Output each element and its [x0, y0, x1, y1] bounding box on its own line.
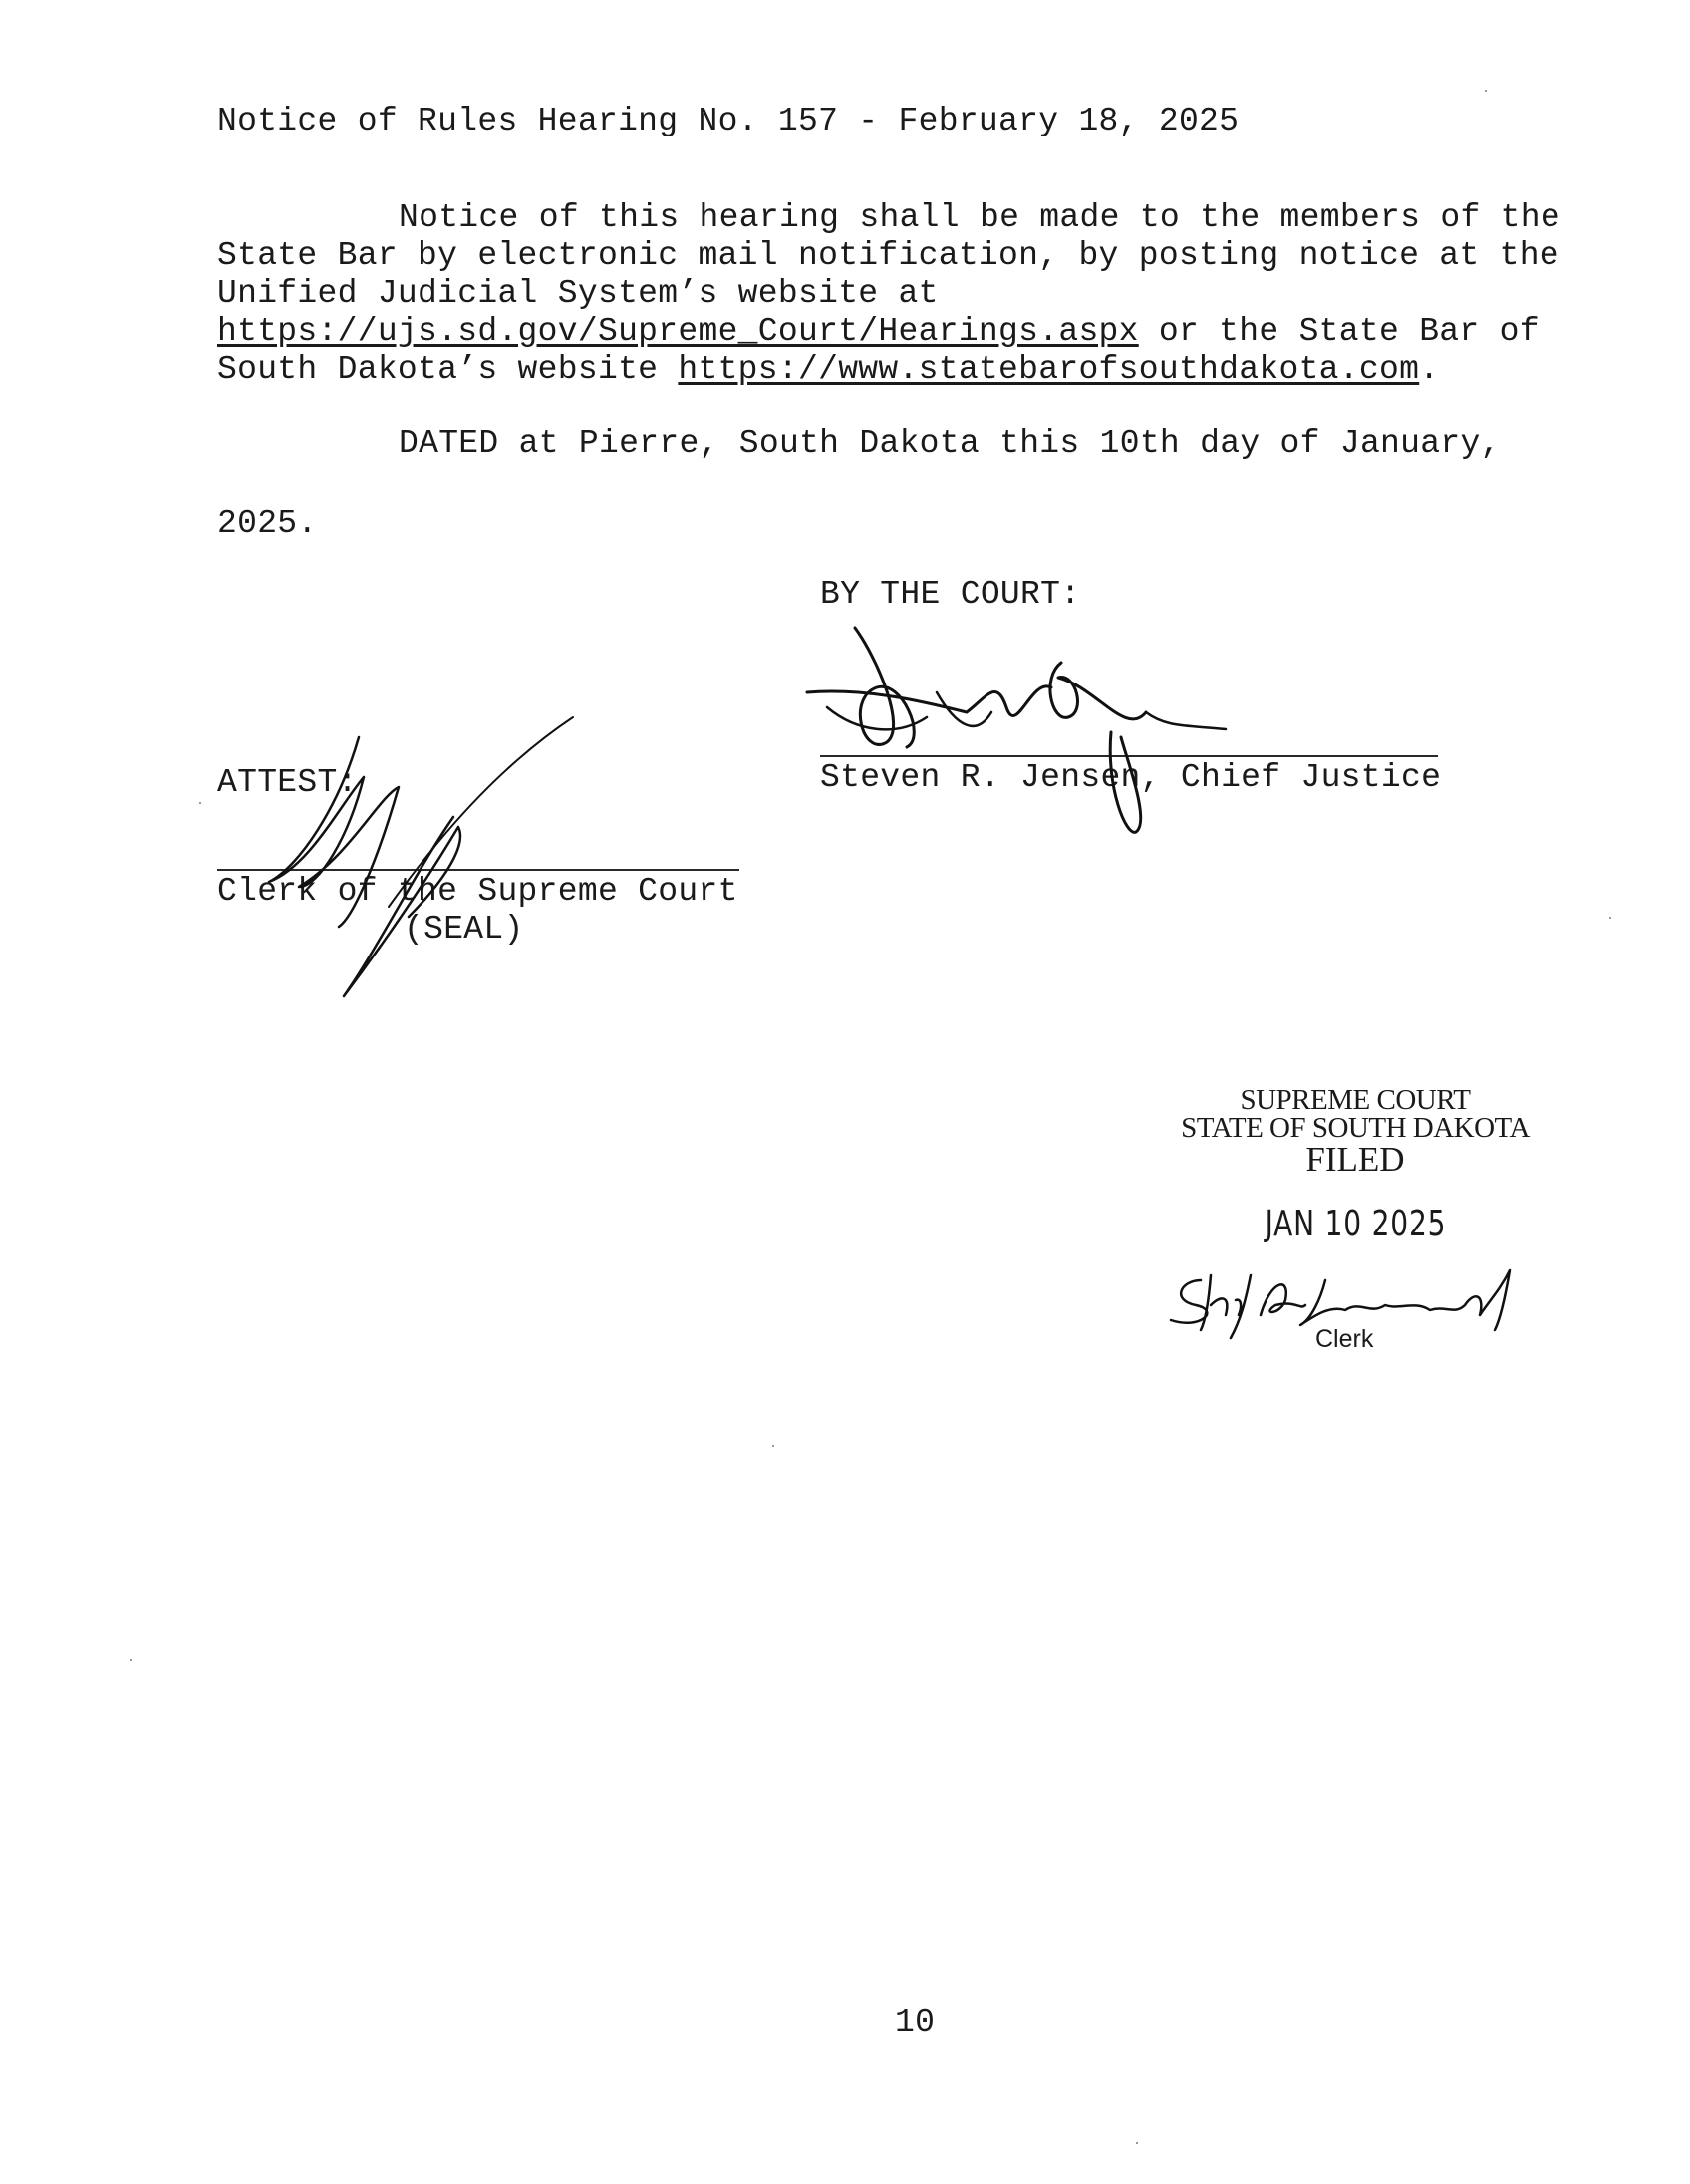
- by-the-court-label: BY THE COURT:: [820, 576, 1081, 613]
- attest-label: ATTEST:: [217, 764, 358, 801]
- seal-label: (SEAL): [404, 911, 524, 948]
- notice-paragraph-line-3: Unified Judicial System’s website at: [217, 275, 939, 312]
- dated-line: DATED at Pierre, South Dakota this 10th day of January,: [399, 425, 1501, 462]
- scan-speck: [199, 802, 201, 804]
- scan-speck: [1609, 917, 1611, 919]
- notice-paragraph-line-5: [217, 351, 1439, 389]
- state-bar-link[interactable]: https://www.statebarofsouthdakota.com: [678, 351, 1420, 388]
- justice-signature: [807, 618, 1226, 857]
- document-title: Notice of Rules Hearing No. 157 - February 18, 2025: [217, 103, 1240, 139]
- scan-speck: [1136, 2142, 1138, 2144]
- notice-paragraph-line-4: [217, 313, 1540, 351]
- page-number: 10: [895, 2004, 936, 2041]
- scan-speck: [130, 1659, 132, 1661]
- clerk-signature: [239, 717, 588, 1006]
- stamp-clerk-signature: [1161, 1260, 1520, 1340]
- notice-paragraph-line-5-end: .: [1419, 351, 1440, 388]
- stamp-state: STATE OF SOUTH DAKOTA: [1181, 1112, 1530, 1144]
- stamp-supreme-court: SUPREME COURT: [1240, 1084, 1471, 1116]
- scan-speck: [1485, 90, 1487, 92]
- notice-paragraph-line-2: State Bar by electronic mail notification, by posting notice at the: [217, 237, 1559, 274]
- stamp-filed: FILED: [1305, 1140, 1405, 1179]
- clerk-title: Clerk of the Supreme Court: [217, 873, 738, 910]
- notice-paragraph-line-1: Notice of this hearing shall be made to the members of the: [399, 199, 1560, 236]
- stamp-clerk-label: Clerk: [1315, 1325, 1374, 1353]
- notice-paragraph-line-5-start: South Dakota’s website: [217, 351, 679, 388]
- dated-year: 2025.: [217, 505, 318, 542]
- scan-speck: [772, 1445, 774, 1447]
- stamp-date: JAN 10 2025: [1265, 1204, 1446, 1244]
- filed-stamp: [1166, 1084, 1545, 1353]
- ujs-hearings-link[interactable]: https://ujs.sd.gov/Supreme_Court/Hearings.aspx: [217, 313, 1139, 350]
- notice-paragraph-line-4-rest: or the State Bar of: [1138, 313, 1540, 350]
- justice-name: Steven R. Jensen, Chief Justice: [820, 759, 1442, 796]
